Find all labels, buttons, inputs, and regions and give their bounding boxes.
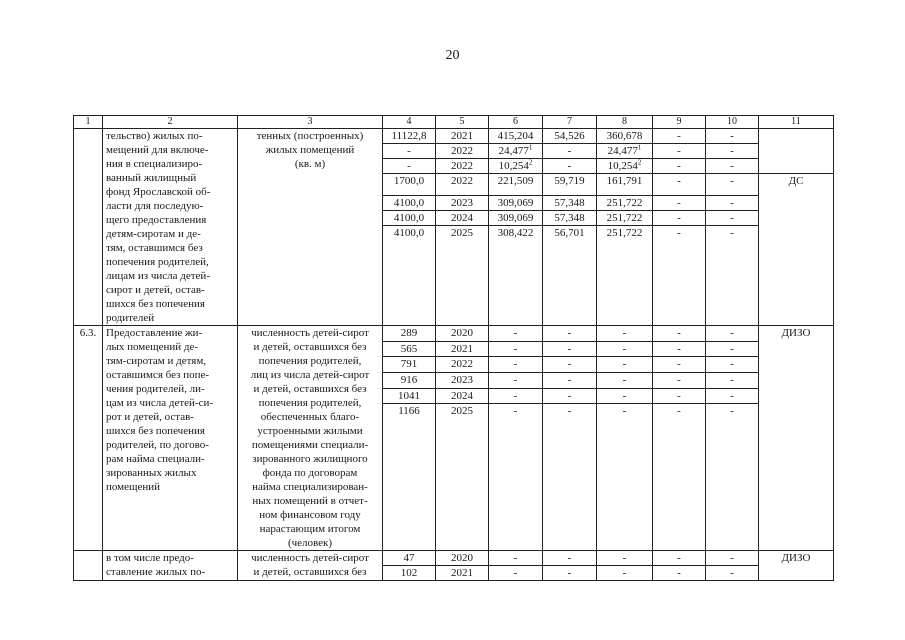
col-header-3: 3 — [238, 116, 383, 129]
col-header-6: 6 — [489, 116, 543, 129]
value-col9-value: - — [677, 145, 681, 157]
value-col6-value: - — [513, 374, 518, 387]
value-col4 — [383, 566, 436, 581]
value-col8-value: - — [622, 567, 627, 579]
value-col10 — [706, 566, 759, 581]
value-col8-value: - — [622, 405, 627, 418]
value-col8 — [597, 551, 653, 566]
value-col4-value: 102 — [400, 567, 418, 579]
value-col4 — [383, 144, 436, 159]
year-cell — [436, 566, 489, 581]
value-col7 — [543, 159, 597, 174]
value-col10-value: - — [730, 197, 734, 209]
value-col7-value: - — [567, 374, 572, 387]
year-cell — [436, 357, 489, 373]
value-col4 — [383, 159, 436, 174]
value-col7 — [543, 566, 597, 581]
value-col8-footnote-mark: 1 — [637, 143, 642, 152]
col-header-5: 5 — [436, 116, 489, 129]
value-col7-value: - — [567, 389, 572, 402]
value-col7-value: - — [567, 160, 572, 172]
value-col4 — [383, 326, 436, 342]
value-col10-value: - — [730, 358, 734, 371]
row-number — [74, 129, 103, 326]
year-cell — [436, 551, 489, 566]
value-col4-value: 11122,8 — [391, 130, 427, 142]
value-col8 — [597, 388, 653, 404]
value-col6 — [489, 326, 543, 342]
value-col10 — [706, 226, 759, 326]
value-col9-value: - — [677, 227, 681, 239]
value-col10-value: - — [730, 342, 734, 355]
value-col7 — [543, 341, 597, 357]
value-col8 — [597, 373, 653, 389]
value-col6 — [489, 211, 543, 226]
value-col7-value: - — [567, 567, 572, 579]
value-col7 — [543, 211, 597, 226]
value-col10-value: - — [730, 130, 734, 142]
value-col10-value: - — [730, 160, 734, 172]
value-col8-value: - — [622, 342, 627, 355]
value-col10 — [706, 388, 759, 404]
year-cell-value: 2025 — [451, 405, 473, 418]
value-col7-value: - — [567, 552, 572, 564]
year-cell — [436, 388, 489, 404]
value-col8-value: - — [622, 552, 627, 564]
value-col8 — [597, 159, 653, 174]
value-col9-value: - — [677, 567, 681, 579]
year-cell-value: 2020 — [451, 327, 473, 339]
value-col6 — [489, 341, 543, 357]
value-col4 — [383, 341, 436, 357]
value-col9-value: - — [677, 552, 681, 564]
value-col7-value: 56,701 — [554, 227, 585, 239]
value-col6-value: 10,254 — [498, 160, 529, 172]
year-cell — [436, 226, 489, 326]
value-col4 — [383, 404, 436, 551]
value-col10-value: - — [730, 212, 734, 224]
value-col8-value: - — [622, 389, 627, 402]
value-col10 — [706, 404, 759, 551]
value-col10-value: - — [730, 552, 734, 564]
value-col7-value: 57,348 — [554, 197, 585, 209]
value-col9-value: - — [677, 160, 681, 172]
year-cell-value: 2022 — [451, 175, 473, 187]
year-cell-value: 2020 — [451, 552, 473, 564]
value-col7 — [543, 196, 597, 211]
value-col6-value: - — [513, 567, 518, 579]
header-row — [74, 116, 834, 129]
value-col10 — [706, 551, 759, 566]
value-col10 — [706, 211, 759, 226]
value-col4-value: 1700,0 — [393, 175, 425, 187]
value-col8-value: - — [622, 327, 627, 339]
year-cell — [436, 341, 489, 357]
value-col6-value: 24,477 — [498, 145, 529, 157]
value-col9 — [653, 226, 706, 326]
value-col9 — [653, 129, 706, 144]
year-cell-value: 2022 — [451, 145, 473, 157]
value-col4-value: 1041 — [398, 389, 420, 402]
value-col4-value: 791 — [400, 358, 418, 371]
value-col7-value: - — [567, 358, 572, 371]
value-col4-value: - — [407, 160, 411, 172]
year-cell-value: 2021 — [451, 342, 473, 355]
indicator-name: численность детей-сирот и детей, оставшихся без попечения родителей, лиц из числа детей-сирот и детей, оставшихся без попечения родителей, обеспеченных благо- устроенными жилыми помещениями специали- зированного жилищного фонда по договорам найма специализирован- ных помещений в отчет- ном финансовом году нарастающим итогом (человек) — [238, 326, 383, 551]
year-cell — [436, 211, 489, 226]
value-col8 — [597, 226, 653, 326]
year-cell-value: 2024 — [451, 389, 473, 402]
value-col10-value: - — [730, 327, 734, 339]
value-col8 — [597, 341, 653, 357]
value-col8 — [597, 196, 653, 211]
value-col7 — [543, 226, 597, 326]
value-col9 — [653, 326, 706, 342]
value-col10-value: - — [730, 175, 734, 187]
value-col6-value: - — [513, 327, 518, 339]
value-col9-value: - — [677, 374, 681, 387]
value-col6-footnote-mark: 2 — [528, 158, 533, 167]
value-col9-value: - — [677, 197, 681, 209]
year-cell-value: 2021 — [451, 130, 473, 142]
value-col10 — [706, 196, 759, 211]
value-col9 — [653, 144, 706, 159]
executor: ДИЗО — [759, 551, 834, 581]
value-col6 — [489, 144, 543, 159]
value-col4 — [383, 129, 436, 144]
col-header-8: 8 — [597, 116, 653, 129]
value-col9 — [653, 404, 706, 551]
value-col6-value: 308,422 — [497, 227, 534, 239]
value-col6 — [489, 129, 543, 144]
value-col8 — [597, 174, 653, 196]
value-col8-value: - — [622, 358, 627, 371]
year-cell-value: 2023 — [451, 197, 473, 209]
value-col6-value: 415,204 — [497, 130, 534, 142]
value-col10 — [706, 174, 759, 196]
col-header-4: 4 — [383, 116, 436, 129]
value-col4-value: 4100,0 — [393, 212, 425, 224]
value-col9 — [653, 373, 706, 389]
value-col9-value: - — [677, 358, 681, 371]
col-header-1: 1 — [74, 116, 103, 129]
value-col4 — [383, 196, 436, 211]
executor: ДС — [759, 174, 834, 326]
measure-name: в том числе предо- ставление жилых по- — [103, 551, 238, 581]
value-col4 — [383, 373, 436, 389]
value-col6 — [489, 159, 543, 174]
measure-name: Предоставление жи- лых помещений де- тям-сиротам и детям, оставшимся без попе- чения родителей, ли- цам из числа детей-си- рот и детей, остав- шихся без попечения родителей, по догово- рам найма специали- зированных жилых помещений — [103, 326, 238, 551]
value-col4 — [383, 357, 436, 373]
value-col7 — [543, 373, 597, 389]
indicator-name: тенных (построенных) жилых помещений (кв. м) — [238, 129, 383, 326]
value-col6-value: - — [513, 405, 518, 418]
value-col8-value: 251,722 — [606, 212, 643, 224]
col-header-2: 2 — [103, 116, 238, 129]
value-col10 — [706, 159, 759, 174]
year-cell — [436, 159, 489, 174]
col-header-11: 11 — [759, 116, 834, 129]
value-col10-value: - — [730, 374, 734, 387]
value-col8 — [597, 144, 653, 159]
value-col7-value: - — [567, 145, 572, 157]
value-col4 — [383, 211, 436, 226]
value-col6 — [489, 373, 543, 389]
value-col6-value: - — [513, 552, 518, 564]
value-col9 — [653, 211, 706, 226]
value-col7 — [543, 357, 597, 373]
program-table — [73, 115, 834, 581]
value-col6-value: - — [513, 358, 518, 371]
year-cell — [436, 373, 489, 389]
table-row — [74, 551, 834, 566]
value-col10-value: - — [730, 389, 734, 402]
value-col9-value: - — [677, 212, 681, 224]
value-col9-value: - — [677, 327, 681, 339]
value-col4-value: - — [407, 145, 411, 157]
value-col9-value: - — [677, 342, 681, 355]
value-col7-value: - — [567, 327, 572, 339]
year-cell-value: 2022 — [451, 160, 473, 172]
value-col6 — [489, 174, 543, 196]
year-cell — [436, 144, 489, 159]
value-col4 — [383, 174, 436, 196]
value-col6-value: - — [513, 389, 518, 402]
value-col8 — [597, 566, 653, 581]
value-col4-value: 1166 — [398, 405, 420, 418]
value-col9-value: - — [677, 130, 681, 142]
value-col8 — [597, 357, 653, 373]
value-col4-value: 47 — [403, 552, 415, 564]
col-header-9: 9 — [653, 116, 706, 129]
value-col4 — [383, 226, 436, 326]
value-col8-value: 161,791 — [606, 175, 643, 187]
value-col6 — [489, 226, 543, 326]
row-number — [74, 551, 103, 581]
value-col10 — [706, 357, 759, 373]
value-col10 — [706, 129, 759, 144]
value-col6 — [489, 566, 543, 581]
value-col9 — [653, 551, 706, 566]
value-col9 — [653, 566, 706, 581]
value-col6-value: 309,069 — [497, 197, 534, 209]
value-col4-value: 916 — [400, 374, 418, 387]
value-col6-footnote-mark: 1 — [528, 143, 533, 152]
value-col7 — [543, 174, 597, 196]
value-col10-value: - — [730, 567, 734, 579]
value-col9 — [653, 388, 706, 404]
table-row — [74, 129, 834, 144]
value-col8-value: - — [622, 374, 627, 387]
value-col8-value: 251,722 — [606, 227, 643, 239]
value-col8-value: 10,254 — [607, 160, 638, 172]
col-header-10: 10 — [706, 116, 759, 129]
value-col10 — [706, 341, 759, 357]
value-col4-value: 289 — [400, 327, 418, 339]
value-col4-value: 4100,0 — [393, 227, 425, 239]
executor-blank — [759, 129, 834, 174]
value-col8-value: 360,678 — [606, 130, 643, 142]
value-col6 — [489, 404, 543, 551]
value-col9 — [653, 357, 706, 373]
year-cell — [436, 404, 489, 551]
value-col7 — [543, 144, 597, 159]
value-col7-value: - — [567, 405, 572, 418]
value-col4 — [383, 388, 436, 404]
col-header-7: 7 — [543, 116, 597, 129]
value-col6 — [489, 357, 543, 373]
value-col10-value: - — [730, 227, 734, 239]
value-col4 — [383, 551, 436, 566]
value-col6 — [489, 551, 543, 566]
value-col8 — [597, 326, 653, 342]
value-col8 — [597, 211, 653, 226]
indicator-name: численность детей-сирот и детей, оставшихся без — [238, 551, 383, 581]
value-col4-value: 4100,0 — [393, 197, 425, 209]
year-cell-value: 2025 — [451, 227, 473, 239]
year-cell — [436, 174, 489, 196]
executor: ДИЗО — [759, 326, 834, 551]
year-cell — [436, 326, 489, 342]
value-col6-value: - — [513, 342, 518, 355]
value-col10 — [706, 144, 759, 159]
value-col9 — [653, 196, 706, 211]
value-col8-value: 24,477 — [607, 145, 638, 157]
value-col10-value: - — [730, 145, 734, 157]
value-col7 — [543, 551, 597, 566]
value-col7 — [543, 404, 597, 551]
value-col6-value: 221,509 — [497, 175, 534, 187]
value-col7 — [543, 326, 597, 342]
value-col6-value: 309,069 — [497, 212, 534, 224]
year-cell-value: 2024 — [451, 212, 473, 224]
value-col10-value: - — [730, 405, 734, 418]
value-col6 — [489, 388, 543, 404]
value-col8 — [597, 129, 653, 144]
page-number: 20 — [445, 48, 460, 63]
value-col8-value: 251,722 — [606, 197, 643, 209]
value-col7-value: 57,348 — [554, 212, 585, 224]
year-cell — [436, 129, 489, 144]
value-col9-value: - — [677, 405, 681, 418]
value-col10 — [706, 373, 759, 389]
value-col7-value: 59,719 — [554, 175, 585, 187]
value-col7-value: - — [567, 342, 572, 355]
year-cell-value: 2022 — [451, 358, 473, 371]
value-col8 — [597, 404, 653, 551]
year-cell-value: 2021 — [451, 567, 473, 579]
value-col7 — [543, 388, 597, 404]
value-col4-value: 565 — [400, 342, 418, 355]
year-cell-value: 2023 — [451, 374, 473, 387]
row-number: 6.3. — [74, 326, 103, 551]
value-col10 — [706, 326, 759, 342]
value-col6 — [489, 196, 543, 211]
value-col9-value: - — [677, 389, 681, 402]
table-row — [74, 326, 834, 342]
value-col7-value: 54,526 — [554, 130, 585, 142]
value-col8-footnote-mark: 2 — [637, 158, 642, 167]
year-cell — [436, 196, 489, 211]
value-col9 — [653, 341, 706, 357]
value-col9 — [653, 159, 706, 174]
value-col7 — [543, 129, 597, 144]
value-col9 — [653, 174, 706, 196]
measure-name: тельство) жилых по- мещений для включе- ния в специализиро- ванный жилищный фонд Ярославской об- ласти для последую- щего предоставления детям-сиротам и де- тям, оставшимся без попечения родителей, лицам из числа детей- сирот и детей, остав- шихся без попечения родителей — [103, 129, 238, 326]
value-col9-value: - — [677, 175, 681, 187]
